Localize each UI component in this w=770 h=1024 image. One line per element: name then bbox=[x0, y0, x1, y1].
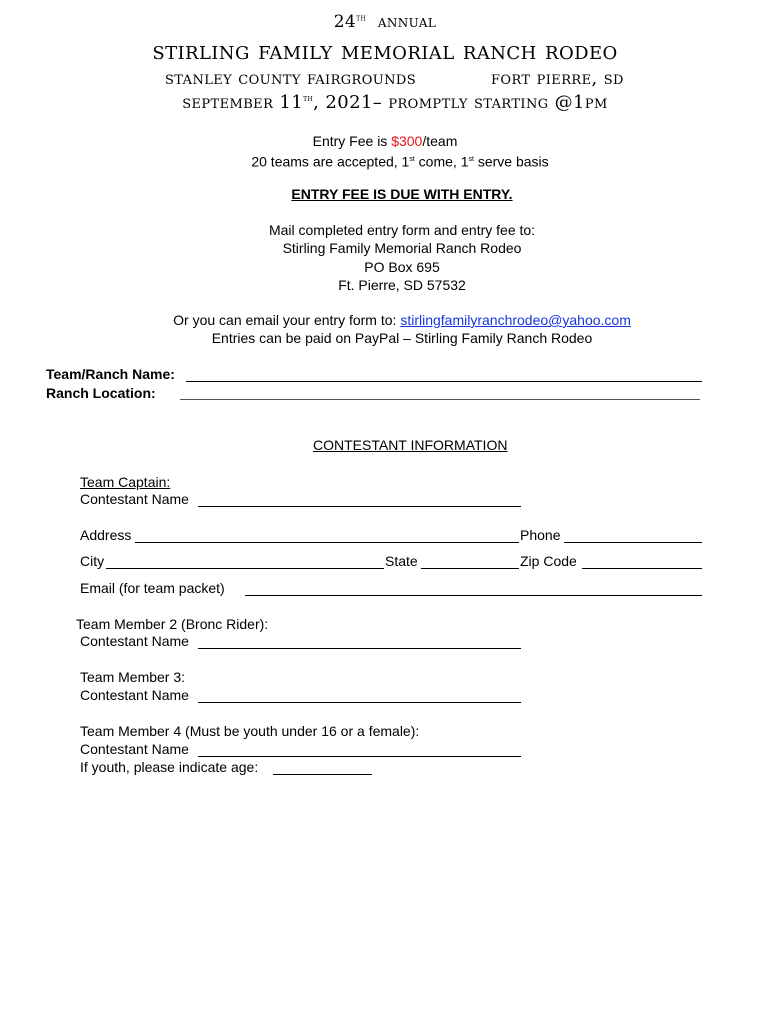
captain-name-label: Contestant Name bbox=[80, 491, 189, 507]
email-prefix: Or you can email your entry form to: bbox=[173, 312, 401, 328]
member3-title: Team Member 3: bbox=[80, 669, 186, 685]
email-packet-label: Email (for team packet) bbox=[80, 580, 225, 596]
paypal-line: Entries can be paid on PayPal – Stirling Family Ranch Rodeo bbox=[211, 330, 593, 346]
state-label: State bbox=[385, 553, 418, 569]
annual-superscript: th bbox=[356, 13, 367, 24]
venue-city: fort pierre, sd bbox=[491, 68, 624, 89]
city-field[interactable] bbox=[106, 553, 384, 569]
state-field[interactable] bbox=[421, 553, 519, 569]
teams-mid: come, 1 bbox=[414, 153, 469, 170]
captain-title: Team Captain: bbox=[80, 474, 171, 490]
email-address-link[interactable]: stirlingfamilyranchrodeo@yahoo.com bbox=[400, 312, 631, 328]
mail-city-zip: Ft. Pierre, SD 57532 bbox=[338, 277, 466, 293]
email-packet-field[interactable] bbox=[245, 580, 702, 596]
email-line bbox=[0, 312, 770, 329]
fee-due-notice: ENTRY FEE IS DUE WITH ENTRY. bbox=[291, 186, 513, 202]
teams-sup-1: st bbox=[409, 156, 415, 163]
date-prefix: september 11 bbox=[182, 92, 304, 113]
teams-sup-2: st bbox=[468, 156, 474, 163]
mail-name: Stirling Family Memorial Ranch Rodeo bbox=[282, 240, 522, 256]
member4-name-label: Contestant Name bbox=[80, 741, 189, 757]
zip-label: Zip Code bbox=[520, 553, 577, 569]
teams-accepted-line bbox=[0, 151, 770, 171]
phone-field[interactable] bbox=[564, 527, 702, 543]
ranch-location-label: Ranch Location: bbox=[46, 385, 156, 401]
member3-name-label: Contestant Name bbox=[80, 687, 189, 703]
zip-field[interactable] bbox=[582, 553, 702, 569]
date-superscript: th bbox=[303, 94, 314, 104]
mail-intro: Mail completed entry form and entry fee to: bbox=[268, 222, 536, 238]
annual-heading bbox=[0, 12, 770, 32]
ranch-location-field[interactable] bbox=[180, 385, 700, 400]
date-suffix: , 2021– promptly starting @1pm bbox=[313, 92, 608, 113]
team-name-field[interactable] bbox=[186, 366, 702, 382]
event-date bbox=[0, 92, 770, 113]
event-title: stirling family memorial ranch rodeo bbox=[152, 36, 618, 65]
youth-age-label: If youth, please indicate age: bbox=[80, 759, 259, 775]
member3-name-field[interactable] bbox=[198, 687, 521, 703]
entry-fee-suffix: /team bbox=[422, 133, 458, 149]
address-field[interactable] bbox=[135, 527, 519, 543]
annual-word: annual bbox=[377, 12, 437, 32]
entry-fee-amount: $300 bbox=[391, 133, 423, 149]
member2-name-field[interactable] bbox=[198, 633, 521, 649]
teams-suffix: serve basis bbox=[473, 153, 549, 170]
city-label: City bbox=[80, 553, 105, 569]
member2-title: Team Member 2 (Bronc Rider): bbox=[76, 616, 269, 632]
annual-number: 24 bbox=[333, 12, 357, 32]
member4-title: Team Member 4 (Must be youth under 16 or a female): bbox=[80, 723, 420, 739]
youth-age-field[interactable] bbox=[273, 760, 372, 775]
captain-name-field[interactable] bbox=[198, 491, 521, 507]
member4-name-field[interactable] bbox=[198, 741, 521, 757]
venue-name: stanley county fairgrounds bbox=[165, 68, 417, 89]
member2-name-label: Contestant Name bbox=[80, 633, 189, 649]
entry-fee-prefix: Entry Fee is bbox=[312, 133, 392, 149]
address-label: Address bbox=[80, 527, 132, 543]
entry-fee-line bbox=[0, 133, 770, 150]
teams-prefix: 20 teams are accepted, 1 bbox=[251, 153, 410, 170]
mail-po-box: PO Box 695 bbox=[364, 259, 440, 275]
team-name-label: Team/Ranch Name: bbox=[46, 366, 175, 382]
phone-label: Phone bbox=[520, 527, 561, 543]
contestant-section-title: CONTESTANT INFORMATION bbox=[313, 437, 508, 453]
